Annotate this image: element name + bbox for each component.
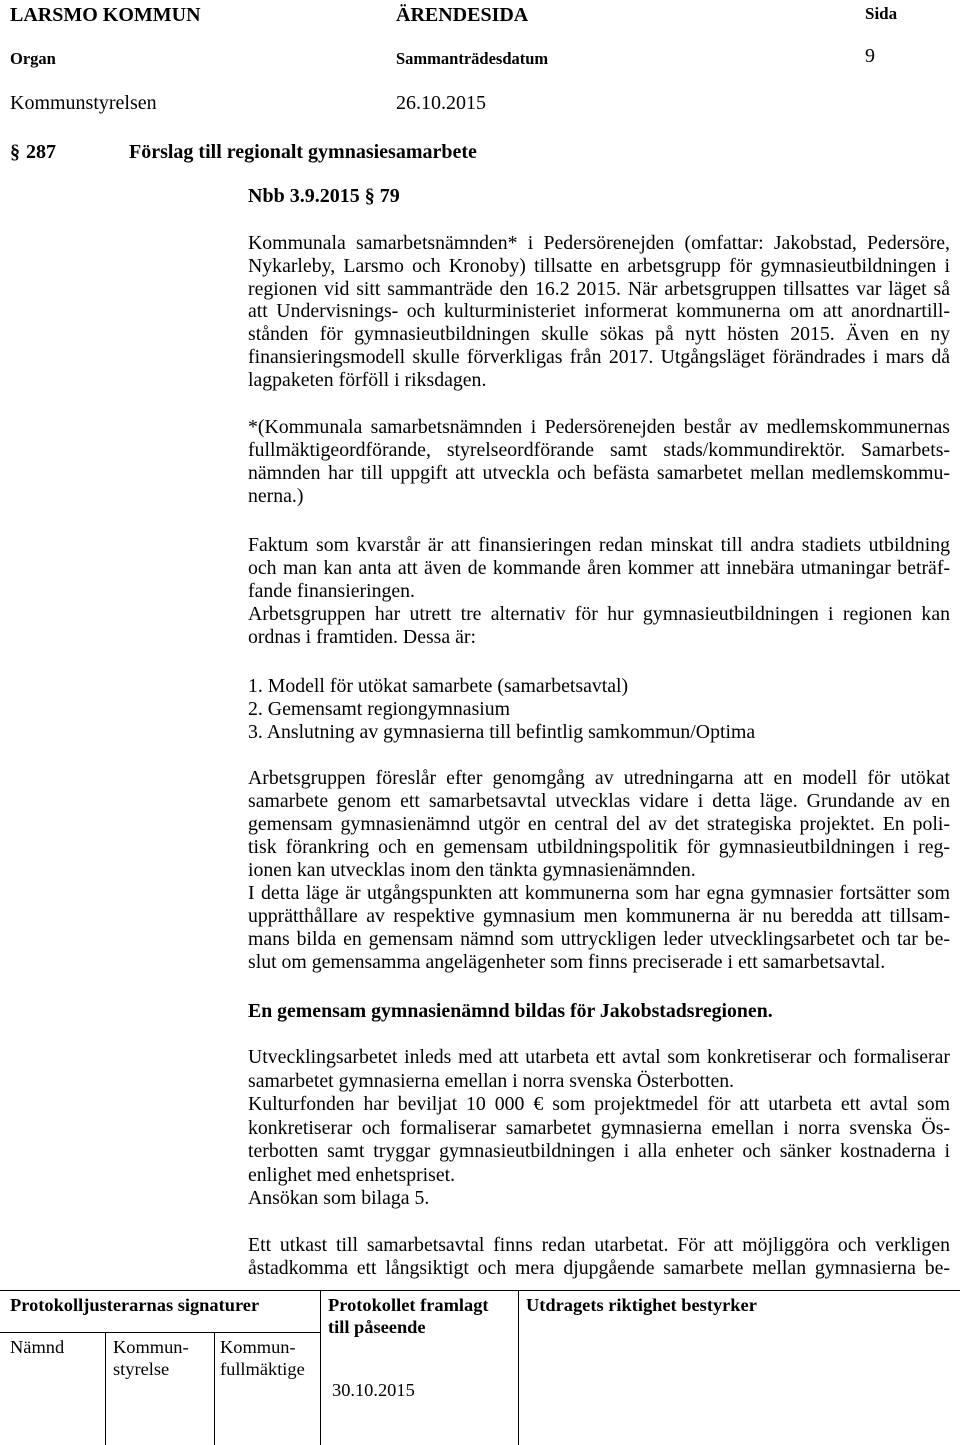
attachment-note: Ansökan som bilaga 5.: [248, 1187, 430, 1209]
intro-paragraph: [248, 232, 950, 392]
footer-signature-divider: [105, 1332, 106, 1445]
decision-heading-text: En gemensam gymnasienämnd bildas för Jakobstadsregionen.: [248, 1000, 773, 1022]
body-line: Kulturfonden har beviljat 10 000 € som projektmedel för att utarbeta ett avtal som: [248, 1093, 950, 1115]
list-item: 2. Gemensamt regiongymnasium: [248, 698, 511, 720]
signer-label-line: styrelse: [113, 1359, 170, 1379]
body-line: nerna.): [248, 485, 304, 507]
body-line: gemensam gymnasienämnd utgör en central del av det strategiska projektet. En poli-: [248, 813, 950, 835]
financing-paragraph: [248, 534, 950, 649]
meeting-date-label: Sammanträdesdatum: [396, 49, 549, 68]
section-reference: Nbb 3.9.2015 § 79: [248, 185, 400, 207]
signer-board-label: Nämnd: [10, 1337, 65, 1357]
body-line: Ett utkast till samarbetsavtal finns redan utarbetat. För att möjliggöra och verkligen: [248, 1234, 950, 1256]
body-line: ordnas i framtiden. Dessa är:: [248, 626, 476, 648]
section-title: Förslag till regionalt gymnasiesamarbete: [129, 141, 477, 163]
body-line: regionen vid sitt sammanträde den 16.2 2015. När arbetsgruppen tillsattes var läget så: [248, 277, 950, 300]
list-item: 3. Anslutning av gymnasierna till befintlig samkommun/Optima: [248, 721, 756, 743]
body-line: konkretiserar och formaliserar samarbetet gymnasierna emellan i norra svenska Ös-: [248, 1116, 950, 1139]
page-label: Sida: [865, 4, 898, 23]
page-number: 9: [865, 45, 875, 67]
organ-label: Organ: [10, 49, 56, 68]
decision-heading: [248, 1000, 950, 1023]
signer-label-line: Kommun-: [113, 1337, 189, 1357]
body-line: fande finansieringen.: [248, 580, 415, 602]
body-line: samarbetet gymnasierna emellan i norra svenska Österbotten.: [248, 1069, 735, 1092]
section-number: 287: [26, 141, 56, 163]
body-line: lagpaketen förföll i riksdagen.: [248, 368, 487, 391]
body-line: upprätthållare av respektive gymnasium men kommunerna är nu beredda att tillsam-: [248, 905, 950, 927]
body-line: fullmäktigeordförande, styrelseordförande samt stads/kommundirektör. Samarbets-: [248, 439, 950, 461]
posted-label-line: Protokollet framlagt: [328, 1295, 489, 1315]
footnote-paragraph: [248, 416, 950, 508]
signer-municipal-board-label: [113, 1336, 189, 1380]
body-line: åstadkomma ett långsiktigt och mera djupgående samarbete mellan gymnasierna be-: [248, 1257, 950, 1279]
signer-council-label: [220, 1336, 305, 1380]
body-line: Arbetsgruppen har utrett tre alternativ för hur gymnasieutbildningen i regionen kan: [248, 603, 950, 625]
body-line: tisk förankring och en gemensam utbildningspolitik för gymnasieutbildningen i reg-: [248, 836, 950, 858]
body-line: ionen kan utvecklas inom den tänkta gymnasienämnden.: [248, 859, 696, 881]
posted-label-line: till påseende: [328, 1317, 426, 1337]
body-line: Kommunala samarbetsnämnden* i Pedersörenejden (omfattar: Jakobstad, Pedersöre,: [248, 232, 950, 254]
signer-label-line: fullmäktige: [220, 1359, 305, 1379]
draft-paragraph: [248, 1234, 950, 1280]
body-line: Arbetsgruppen föreslår efter genomgång av utredningarna att en modell för utökat: [248, 767, 950, 789]
body-line: I detta läge är utgångspunkten att kommunerna som har egna gymnasier fortsätter som: [248, 882, 950, 904]
footer-top-rule: [0, 1290, 960, 1291]
body-line: *(Kommunala samarbetsnämnden i Pedersörenejden består av medlemskommunernas: [248, 416, 950, 438]
section-symbol: §: [10, 141, 20, 163]
body-line: att Undervisnings- och kulturministeriet informerat kommunerna om att anordnartill-: [248, 300, 950, 323]
signer-label-line: Kommun-: [220, 1337, 296, 1357]
body-line: Utvecklingsarbetet inleds med att utarbeta ett avtal som konkretiserar och formaliserar: [248, 1046, 950, 1068]
posted-date: 30.10.2015: [332, 1380, 415, 1400]
posted-label: [328, 1294, 489, 1338]
body-line: nämnden har till uppgift att utveckla och befästa samarbetet mellan medlemskommu-: [248, 462, 950, 484]
list-item: 1. Modell för utökat samarbete (samarbetsavtal): [248, 675, 629, 697]
proposal-paragraph: [248, 767, 950, 974]
development-paragraph: [248, 1046, 950, 1211]
body-line: slut om gemensamma angelägenheter som finns preciserade i ett samarbetsavtal.: [248, 951, 886, 973]
municipality-name: LARSMO KOMMUN: [10, 4, 201, 26]
footer-column-divider: [518, 1290, 519, 1445]
body-line: stånden för gymnasieutbildningen skulle sökas på nytt hösten 2015. Även en ny: [248, 323, 950, 346]
meeting-date: 26.10.2015: [396, 92, 486, 114]
body-line: finansieringsmodell skulle förverkligas från 2017. Utgångsläget förändrades i mars då: [248, 345, 950, 368]
page-type-title: ÄRENDESIDA: [396, 4, 529, 26]
body-line: enlighet med enhetspriset.: [248, 1163, 456, 1186]
body-line: terbotten samt tryggar gymnasieutbildningen i alla enheter och sänker kostnaderna i: [248, 1140, 950, 1162]
body-line: Nykarleby, Larsmo och Kronoby) tillsatte en arbetsgrupp för gymnasieutbildningen i: [248, 254, 950, 277]
body-line: Faktum som kvarstår är att finansieringen redan minskat till andra stadiets utbildning: [248, 534, 950, 556]
alternatives-list: [248, 675, 950, 744]
body-line: och man kan anta att även de kommande åren kommer att innebära utmaningar beträf-: [248, 557, 950, 579]
body-line: mans bilda en gemensam nämnd som uttryckligen leder utvecklingsarbetet och tar be-: [248, 928, 950, 950]
organ-name: Kommunstyrelsen: [10, 92, 157, 114]
footer-column-divider: [320, 1290, 321, 1445]
footer-signature-rule: [0, 1332, 320, 1333]
footer-signature-divider: [214, 1332, 215, 1445]
body-line: samarbete genom ett samarbetsavtal utvecklas vidare i detta läge. Grundande av en: [248, 790, 950, 812]
certified-label: Utdragets riktighet bestyrker: [526, 1295, 757, 1315]
signatures-label: Protokolljusterarnas signaturer: [10, 1295, 260, 1315]
